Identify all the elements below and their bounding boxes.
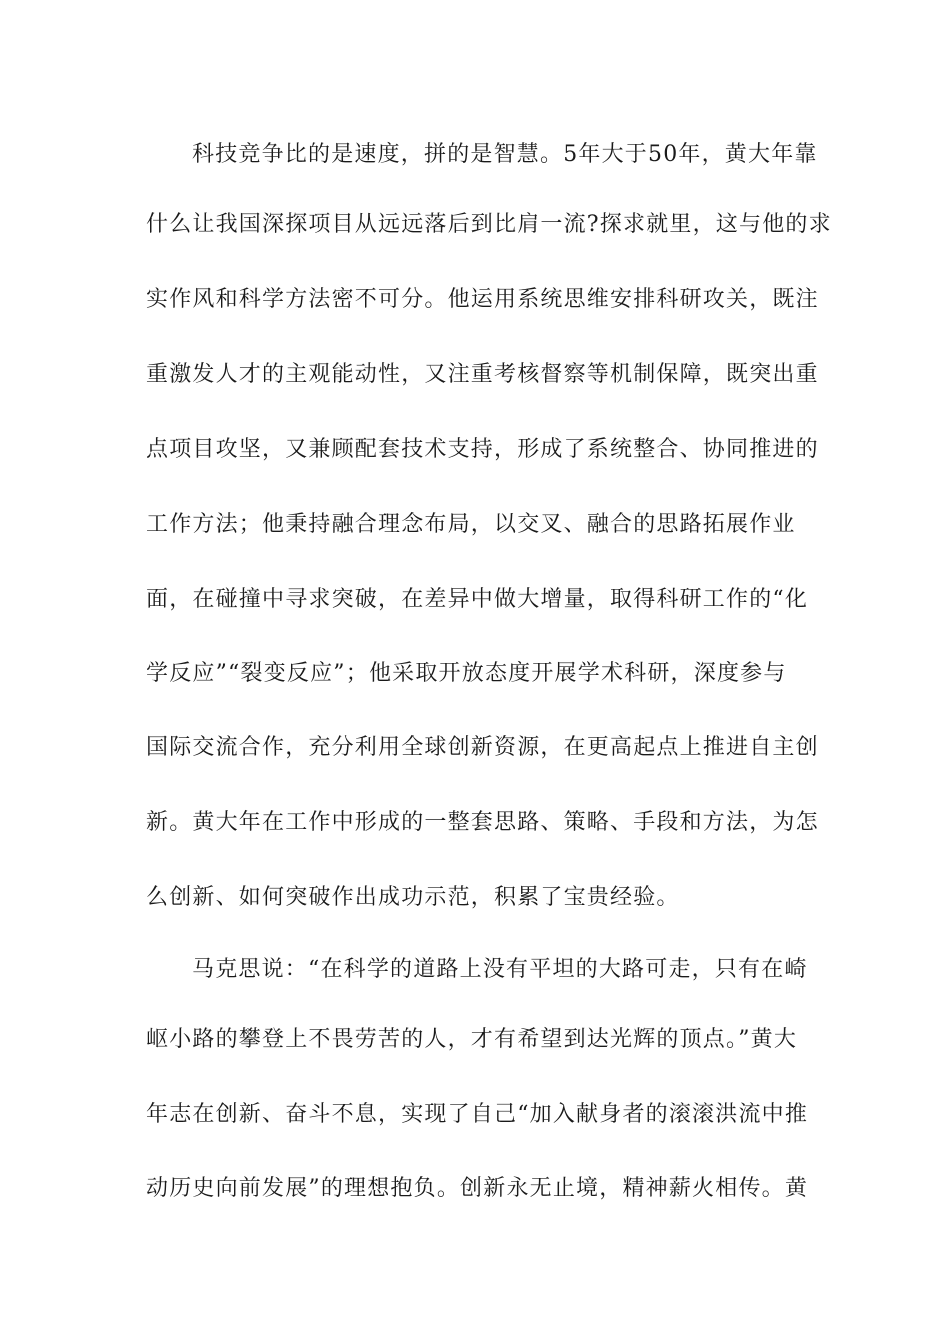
paragraph-2-line-1: 马克思说：“在科学的道路上没有平坦的大路可走，只有在崎 xyxy=(192,957,808,982)
paragraph-1-line-1: 科技竞争比的是速度，拼的是智慧。5年大于50年，黄大年靠 xyxy=(192,142,818,167)
paragraph-2-line-3: 年志在创新、奋斗不息，实现了自己“加入献身者的滚滚洪流中推 xyxy=(146,1102,809,1127)
paragraph-1-line-5: 点项目攻坚，又兼顾配套技术支持，形成了系统整合、协同推进的 xyxy=(146,437,819,462)
paragraph-2-line-4: 动历史向前发展”的理想抱负。创新永无止境，精神薪火相传。黄 xyxy=(146,1176,809,1201)
paragraph-2-line-2: 岖小路的攀登上不畏劳苦的人，才有希望到达光辉的顶点。”黄大 xyxy=(146,1027,798,1052)
paragraph-1-line-8: 学反应”“裂变反应”；他采取开放态度开展学术科研，深度参与 xyxy=(146,661,787,686)
paragraph-1-line-9: 国际交流合作，充分利用全球创新资源，在更高起点上推进自主创 xyxy=(146,735,819,760)
paragraph-1-line-7: 面，在碰撞中寻求突破，在差异中做大增量，取得科研工作的“化 xyxy=(146,587,809,612)
paragraph-1-line-6: 工作方法；他秉持融合理念布局，以交叉、融合的思路拓展作业 xyxy=(146,512,796,537)
paragraph-1-line-4: 重激发人才的主观能动性，又注重考核督察等机制保障，既突出重 xyxy=(146,362,819,387)
paragraph-1-line-11: 么创新、如何突破作出成功示范，积累了宝贵经验。 xyxy=(146,885,680,910)
paragraph-1-line-2: 什么让我国深探项目从远远落后到比肩一流?探求就里，这与他的求 xyxy=(146,212,832,237)
paragraph-1-line-10: 新。黄大年在工作中形成的一整套思路、策略、手段和方法，为怎 xyxy=(146,810,819,835)
paragraph-1-line-3: 实作风和科学方法密不可分。他运用系统思维安排科研攻关，既注 xyxy=(146,287,819,312)
